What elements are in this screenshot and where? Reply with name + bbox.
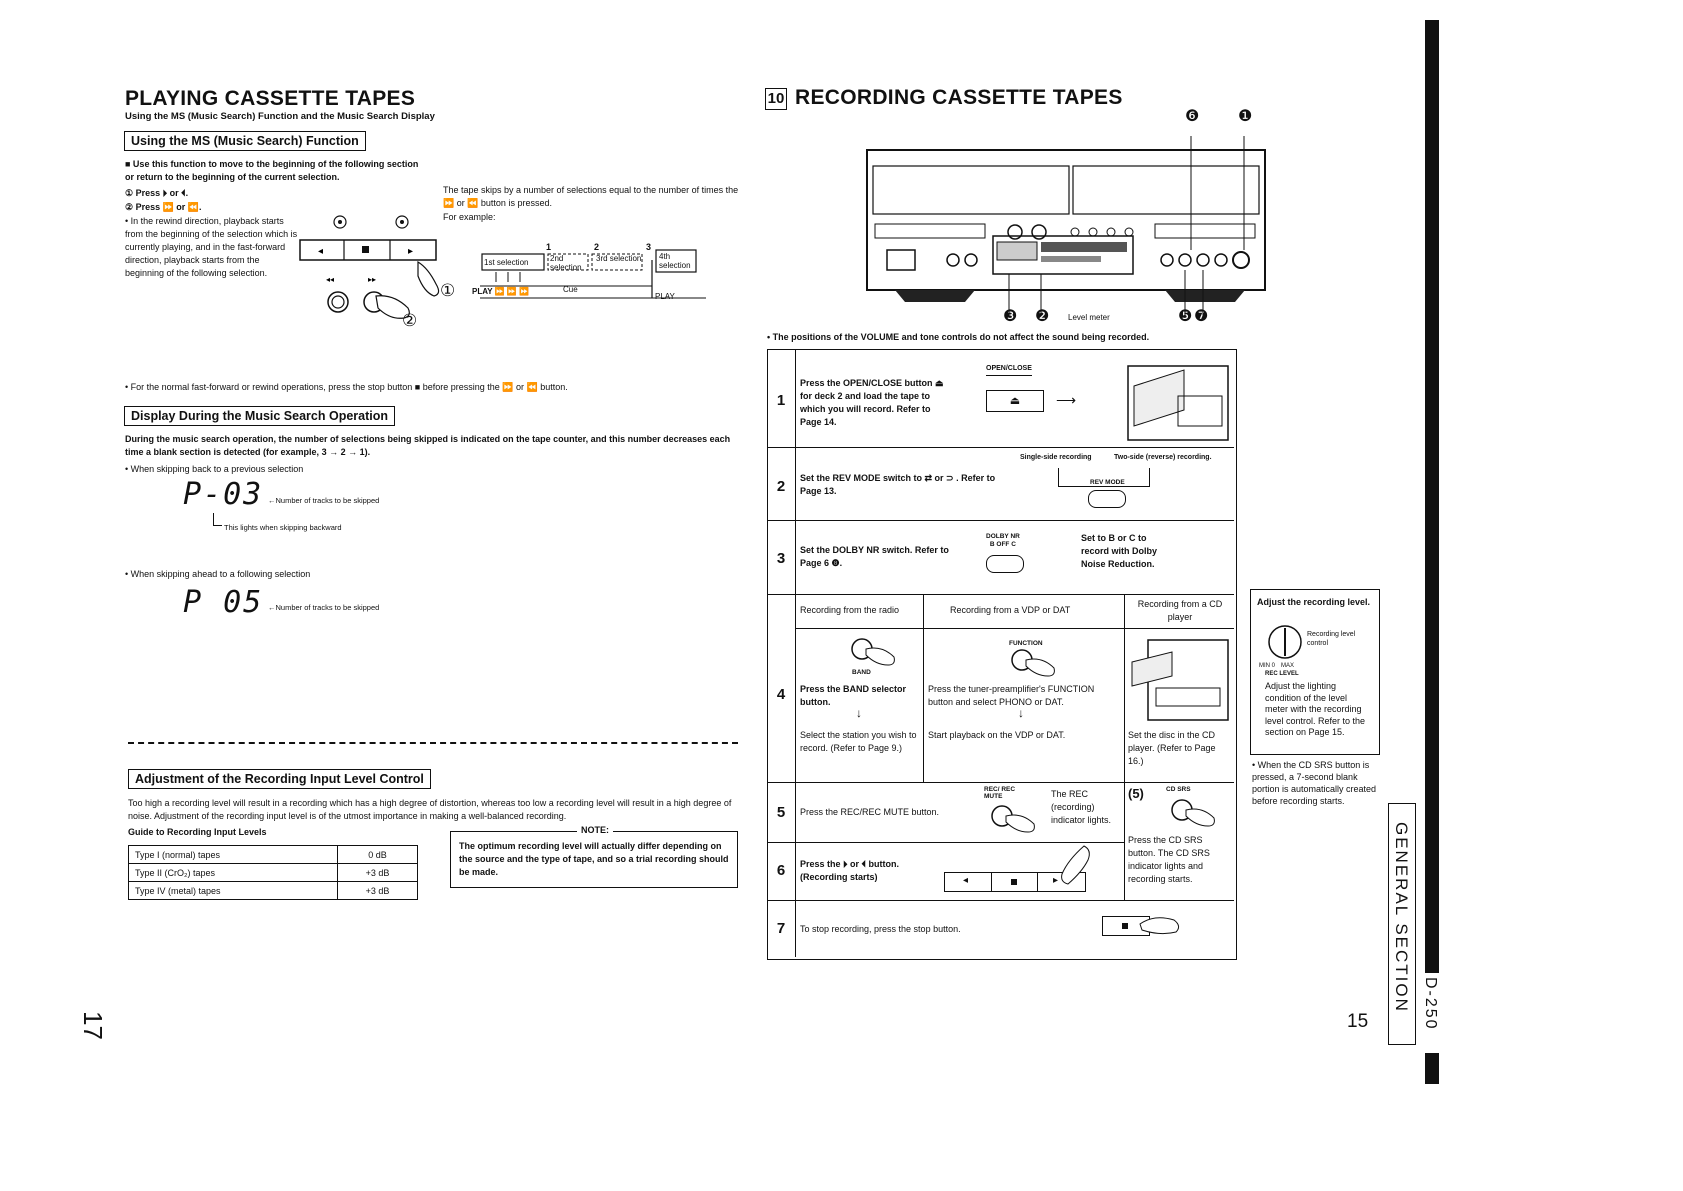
skip-back-label: • When skipping back to a previous selection: [125, 464, 304, 474]
svg-text:▸▸: ▸▸: [368, 275, 377, 284]
band-label: BAND: [852, 669, 871, 676]
arrow-down-icon: ↓: [1018, 706, 1024, 720]
display-intro: During the music search operation, the number of selections being skipped is indicated on the tape counter, and this number decreases each time a blank section is detected (for example, 3 → 2 → 1).: [125, 434, 731, 457]
cue-label: Cue: [563, 285, 578, 294]
callout-6: ❻: [1185, 108, 1200, 125]
section-label: GENERAL SECTION: [1392, 822, 1411, 1013]
cd-srs-button-illustration: [1166, 796, 1222, 832]
selection-4: 4th selection: [659, 252, 691, 270]
function-button-illustration: [1006, 646, 1062, 682]
tape-level: 0 dB: [338, 846, 418, 864]
dolby-nr-label: DOLBY NR: [986, 533, 1020, 540]
svg-text:▸: ▸: [408, 246, 414, 257]
display-ahead: P 05: [183, 585, 264, 620]
level-box-text: Adjust the lighting condition of the level meter with the recording level control. Refer to the section on Page 15.: [1265, 681, 1366, 737]
vdp-text-2: Start playback on the VDP or DAT.: [928, 730, 1066, 740]
rev-mode-switch-icon: [1088, 490, 1126, 508]
step-4-number: 4: [776, 686, 786, 703]
cd-player-illustration: [1128, 632, 1232, 726]
table-row: [129, 882, 418, 900]
step-1-text: Press the OPEN/CLOSE button ⏏ for deck 2 and load the tape to which you will record. Refer to Page 14.: [800, 378, 944, 427]
tape-type: Type IV (metal) tapes: [129, 882, 338, 900]
transport-buttons-icon: ◂ ▸: [944, 872, 1086, 892]
dolby-label: [986, 533, 1020, 549]
display-back-light: This lights when skipping backward: [224, 523, 342, 532]
display-heading: Display During the Music Search Operation: [124, 406, 395, 426]
back-indicator-line: [213, 513, 222, 526]
step-6-number: 6: [776, 862, 786, 879]
function-label: FUNCTION: [1009, 640, 1043, 647]
recording-levels-table: [128, 845, 418, 900]
cd-text: Set the disc in the CD player. (Refer to Page 16.): [1128, 730, 1216, 766]
vdp-heading: Recording from a VDP or DAT: [950, 605, 1071, 615]
display-back-note: ←Number of tracks to be skipped: [268, 496, 380, 505]
cd-heading: Recording from a CD player: [1137, 599, 1223, 622]
dolby-switch-icon: [986, 555, 1024, 573]
selection-3: 3rd selection: [596, 254, 642, 263]
skip-ahead-label: • When skipping ahead to a following selection: [125, 569, 311, 579]
rev-mode-label: REV MODE: [1090, 479, 1125, 486]
svg-text:◂◂: ◂◂: [326, 275, 335, 284]
step-7-text: To stop recording, press the stop button.: [800, 924, 961, 934]
cd-step-number: (5): [1128, 786, 1144, 801]
model-label: D-250: [1422, 977, 1439, 1031]
section-number: 10: [765, 88, 787, 110]
rec-level-label: REC LEVEL: [1265, 671, 1299, 677]
arrow-down-icon: ↓: [856, 706, 862, 720]
hand-press-icon: [1054, 842, 1094, 888]
step-1-number: 1: [776, 392, 786, 409]
radio-heading: Recording from the radio: [800, 605, 900, 615]
left-page-number: 17: [77, 1011, 108, 1040]
selection-2: 2nd selection: [550, 254, 582, 272]
tape-level: +3 dB: [338, 882, 418, 900]
rec-indicator-note: The REC (recording) indicator lights.: [1051, 789, 1112, 825]
cd-srs-label: CD SRS: [1166, 786, 1191, 793]
section-tab: [1388, 803, 1416, 1045]
page-subtitle: Using the MS (Music Search) Function and the Music Search Display: [125, 111, 435, 122]
selection-num-2: 2: [594, 242, 600, 252]
for-example-label: For example:: [443, 212, 496, 222]
radio-text-2: Select the station you wish to record. (Refer to Page 9.): [800, 730, 917, 753]
selection-1: 1st selection: [484, 258, 529, 267]
table-row: [129, 846, 418, 864]
adjustment-heading: Adjustment of the Recording Input Level Control: [128, 769, 431, 789]
svg-text:◂: ◂: [318, 246, 324, 257]
play-left-label: PLAY ⏩ ⏩ ⏩: [472, 287, 530, 296]
step-2-text: Set the REV MODE switch to ⇄ or ⊃ . Refer to Page 13.: [800, 473, 996, 496]
eject-button-icon: ⏏: [986, 390, 1044, 412]
callout-3: ❸: [1003, 308, 1018, 325]
vdp-text: Press the tuner-preamplifier's FUNCTION button and select PHONO or DAT.: [928, 684, 1095, 707]
single-side-label: Single-side recording: [1020, 454, 1092, 461]
recording-steps-table: [767, 349, 1237, 960]
level-knob-label: Recording level control: [1307, 631, 1356, 647]
callout-1-top: ❶: [1238, 108, 1253, 125]
note-label: NOTE:: [577, 824, 613, 837]
open-close-label: OPEN/CLOSE: [986, 362, 1032, 376]
step-5-number: 5: [776, 804, 786, 821]
table-row: [129, 864, 418, 882]
note-box: [450, 825, 738, 888]
arrow-right-icon: ⟶: [1056, 392, 1077, 408]
level-min: MIN 0: [1259, 663, 1276, 669]
callout-7: ❼: [1194, 308, 1209, 325]
adjustment-text: Too high a recording level will result in a recording which has a high degree of distortion, whereas too low a recording level will result in a high degree of noise. Adjustment of the recording input level is of the utmost importance in making a well-balanced recording.: [128, 798, 732, 821]
cd-srs-text: Press the CD SRS button. The CD SRS indicator lights and recording starts.: [1128, 835, 1210, 884]
display-back: P-03: [183, 477, 264, 512]
hand-press-icon: [1138, 912, 1184, 940]
callout-1: ①: [440, 281, 456, 300]
transport-buttons-illustration: [298, 210, 458, 330]
step-5-text: Press the REC/REC MUTE button.: [800, 807, 940, 817]
volume-note: • The positions of the VOLUME and tone controls do not affect the sound being recorded.: [767, 332, 1150, 342]
callout-2: ②: [402, 311, 418, 330]
ms-step-2: ② Press ⏩ or ⏪.: [125, 202, 202, 212]
display-ahead-note: ←Number of tracks to be skipped: [268, 603, 380, 612]
note-text: The optimum recording level will actually differ depending on the source and the type of tape, and so a trial recording should be made.: [459, 841, 729, 877]
tape-type: Type II (CrO₂) tapes: [129, 864, 338, 882]
cassette-deck-illustration: [865, 130, 1270, 320]
guide-title: Guide to Recording Input Levels: [128, 827, 267, 837]
step-3-number: 3: [776, 550, 786, 567]
tape-level: +3 dB: [338, 864, 418, 882]
selection-num-1: 1: [546, 242, 552, 252]
deck-open-illustration: [1118, 356, 1234, 444]
recording-level-box: [1250, 589, 1380, 755]
step-2-number: 2: [776, 478, 786, 495]
normal-ff-note: • For the normal fast-forward or rewind operations, press the stop button ■ before pressing the ⏩ or ⏪ button.: [125, 382, 568, 392]
level-knob-icon: [1265, 622, 1305, 662]
dolby-note: Set to B or C to record with Dolby Noise Reduction.: [1081, 533, 1158, 569]
ms-skip-note: The tape skips by a number of selections equal to the number of times the ⏩ or ⏪ button is pressed.: [443, 185, 739, 208]
page-title-playing: PLAYING CASSETTE TAPES: [125, 87, 416, 110]
dolby-positions: B OFF C: [989, 541, 1016, 548]
rec-button-illustration: [986, 802, 1042, 838]
ms-intro: ■ Use this function to move to the beginning of the following section or return to the beginning of the current selection.: [125, 159, 419, 182]
step-7-number: 7: [776, 920, 786, 937]
step-3-text: Set the DOLBY NR switch. Refer to Page 6 ❽.: [800, 545, 949, 568]
page-title-recording: RECORDING CASSETTE TAPES: [795, 86, 1123, 109]
level-box-title: Adjust the recording level.: [1257, 597, 1371, 607]
two-side-label: Two-side (reverse) recording.: [1114, 454, 1212, 461]
margin-bar: [1425, 20, 1439, 1084]
right-page-number: 15: [1347, 1011, 1369, 1032]
radio-text: Press the BAND selector button.: [800, 684, 907, 707]
srs-note: • When the CD SRS button is pressed, a 7-second blank portion is automatically created before recording starts.: [1252, 760, 1377, 806]
rec-mute-label: REC/ REC MUTE: [984, 786, 1016, 800]
play-right-label: PLAY: [655, 292, 675, 301]
ms-rewind-note: • In the rewind direction, playback starts from the beginning of the selection which is currently playing, and in the fast-forward direction, playback starts from the beginning of the following selection.: [125, 216, 298, 278]
section-divider: [128, 742, 738, 744]
level-meter-label: Level meter: [1068, 313, 1110, 322]
step-6-text: Press the ⏵ or ⏴ button. (Recording starts): [800, 859, 900, 882]
tape-type: Type I (normal) tapes: [129, 846, 338, 864]
ms-function-heading: Using the MS (Music Search) Function: [124, 131, 366, 151]
selection-num-3: 3: [646, 242, 652, 252]
callout-2-bottom: ❷: [1035, 308, 1050, 325]
ms-step-1: ① Press ⏵ or ⏴.: [125, 188, 189, 198]
level-max: MAX: [1281, 663, 1295, 669]
callout-5: ❺: [1178, 308, 1193, 325]
model-cutout: [1422, 973, 1439, 1053]
